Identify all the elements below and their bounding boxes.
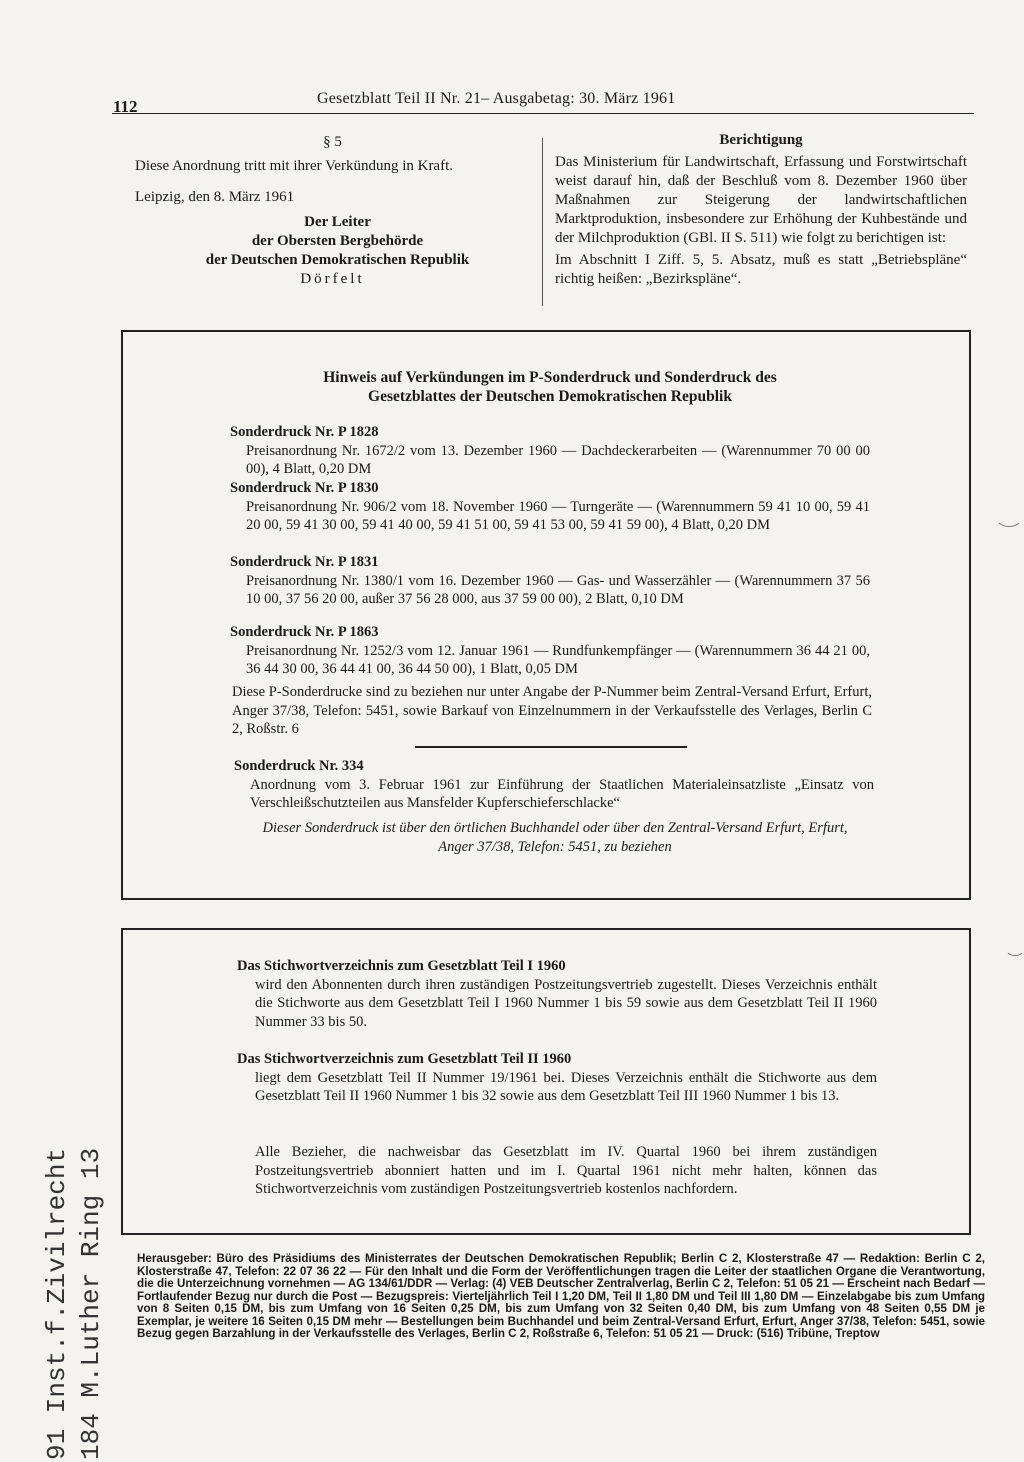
index-heading: Das Stichwortverzeichnis zum Gesetzblatt Teil II 1960 [237, 1051, 572, 1067]
place-date: Leipzig, den 8. März 1961 [135, 189, 295, 205]
announcement-title-line: Hinweis auf Verkündungen im P-Sonderdruck und Sonderdruck des [323, 369, 777, 386]
signature-line: der Obersten Bergbehörde [251, 233, 424, 249]
entry-text: Anordnung vom 3. Februar 1961 zur Einführung der Staatlichen Materialeinsatzliste „Einsatz von Verschleißschutzteilen aus Mansfelder Kupferschieferschlacke“ [250, 776, 874, 811]
entry-text: Preisanordnung Nr. 1252/3 vom 12. Januar 1961 — Rundfunkempfänger — (Warennummern 36 44 21 00, 36 44 30 00, 36 44 41 00, 36 44 50 00), 1 Blatt, 0,05 DM [246, 642, 870, 677]
index-text: wird den Abonnenten durch ihren zuständigen Postzeitungsvertrieb zugestellt. Dieses Verzeichnis enthält die Stichworte aus dem Gesetzblatt Teil I 1960 Nummer 1 bis 59 sowie aus dem Gesetzblatt Teil II 1960 Nummer 33 bis 50. [255, 976, 877, 1030]
header-rule [112, 113, 974, 114]
stamp-line: 91 Inst.f.Zivilrecht [42, 1147, 72, 1460]
entry-heading: Sonderdruck Nr. P 1863 [230, 624, 379, 640]
entry-heading: Sonderdruck Nr. 334 [234, 758, 364, 774]
list-item [230, 623, 870, 679]
announcement-title-line: Gesetzblattes der Deutschen Demokratischen Republik [368, 388, 732, 405]
margin-mark [995, 505, 1023, 527]
italic-note: Dieser Sonderdruck ist über den örtlichen Buchhandel oder über den Zentral-Versand Erfurt, Erfurt, Anger 37/38, Telefon: 5451, zu beziehen [262, 820, 848, 855]
announcement-box [121, 330, 971, 900]
index-section [237, 1143, 877, 1199]
imprint-text: Herausgeber: Büro des Präsidiums des Ministerrates der Deutschen Demokratischen Republik; Berlin C 2, Klosterstraße 47 — Redaktion: Berlin C 2, Klosterstraße 47, Telefon: 22 07 36 22 — Für den Inhalt und die Form der Veröffentlichungen tragen die Leiter der staatlichen Organe die Verantwortung, die die Unterzeichnung vornehmen — AG 134/61/DDR — Verlag: (4) VEB Deutscher Zentralverlag, Berlin C 2, Telefon: 51 05 21 — Erscheint nach Bedarf — Fortlaufender Bezug nur durch die Post — Bezugspreis: Vierteljährlich Teil I 1,20 DM, Teil II 1,80 DM und Teil III 1,80 DM — Einzelabgabe bis zum Umfang von 8 Seiten 0,15 DM, bis zum Umfang von 16 Seiten 0,25 DM, bis zum Umfang von 32 Seiten 0,40 DM, bis zum Umfang von 48 Seiten 0,55 DM je Exemplar, je weitere 16 Seiten 0,15 DM mehr — Bestellungen beim Buchhandel und beim Zentral-Versand Erfurt, Erfurt, Anger 37/38, Telefon: 5451, sowie Bezug gegen Barzahlung in der Verkaufsstelle des Verlages, Berlin C 2, Roßstraße 6, Telefon: 51 05 21 — Druck: (516) Tribüne, Treptow [137, 1252, 985, 1340]
announcement-title [150, 368, 950, 406]
list-item [234, 757, 874, 813]
list-item [230, 553, 870, 609]
signer-name: Dörfelt [300, 271, 365, 287]
right-column [555, 131, 967, 289]
entry-heading: Sonderdruck Nr. P 1828 [230, 424, 379, 440]
section-heading: § 5 [323, 134, 342, 150]
correction-title: Berichtigung [719, 132, 803, 148]
page-number: 112 [113, 97, 138, 116]
correction-text: Das Ministerium für Landwirtschaft, Erfassung und Forstwirtschaft weist darauf hin, daß der Beschluß vom 8. Dezember 1960 über Maßnahmen zur Steigerung der landwirtschaftlichen Marktproduktion, insbesondere zur Erhöhung der Kuhbestände und der Milchproduktion (GBl. II S. 511) wie folgt zu berichtigen ist: [555, 154, 967, 246]
entry-text: Preisanordnung Nr. 1380/1 vom 16. Dezember 1960 — Gas- und Wasserzähler — (Warennummern 37 56 10 00, 37 56 20 00, außer 37 56 28 000, aus 37 59 00 00), 2 Blatt, 0,10 DM [246, 572, 870, 607]
margin-mark [1005, 940, 1024, 956]
list-item [230, 423, 870, 479]
entry-heading: Sonderdruck Nr. P 1830 [230, 480, 379, 496]
library-stamp [2, 1140, 106, 1460]
index-section [237, 957, 877, 1031]
signature-block [135, 213, 530, 270]
index-text: Alle Bezieher, die nachweisbar das Gesetzblatt im IV. Quartal 1960 bei ihrem zuständigen Postzeitungsvertrieb abonniert hatten und im I. Quartal 1961 nicht mehr halten, können das Stichwortverzeichnis vom zuständigen Postzeitungsvertrieb kostenlos nachfordern. [255, 1144, 877, 1197]
entry-text: Preisanordnung Nr. 1672/2 vom 13. Dezember 1960 — Dachdeckerarbeiten — (Warennummer 70 00 00 00), 4 Blatt, 0,20 DM [246, 442, 870, 477]
correction-detail: Im Abschnitt I Ziff. 5, 5. Absatz, muß es statt „Betriebspläne“ richtig heißen: „Bezirkspläne“. [555, 252, 967, 287]
entry-text: Preisanordnung Nr. 906/2 vom 18. November 1960 — Turngeräte — (Warennummern 59 41 10 00, 59 41 20 00, 59 41 30 00, 59 41 40 00, 59 41 51 00, 59 41 53 00, 59 41 59 00), 4 Blatt, 0,20 DM [246, 498, 870, 533]
left-column [135, 133, 530, 289]
index-text: liegt dem Gesetzblatt Teil II Nummer 19/1961 bei. Dieses Verzeichnis enthält die Stichworte aus dem Gesetzblatt Teil II 1960 Nummer 1 bis 32 sowie aus dem Gesetzblatt Teil III 1960 Nummer 1 bis 13. [255, 1069, 877, 1104]
section-rule [415, 746, 687, 748]
section-text: Diese Anordnung tritt mit ihrer Verkündung in Kraft. [135, 158, 454, 174]
order-notice: Diese P-Sonderdrucke sind zu beziehen nur unter Angabe der P-Nummer beim Zentral-Versand Erfurt, Erfurt, Anger 37/38, Telefon: 5451, sowie Barkauf von Einzelnummern in der Verkaufsstelle des Verlages, Berlin C 2, Roßstr. 6 [232, 684, 872, 737]
signature-line: Der Leiter [304, 214, 371, 230]
page-header-title: Gesetzblatt Teil II Nr. 21– Ausgabetag: 30. März 1961 [317, 90, 676, 107]
signature-line: der Deutschen Demokratischen Republik [205, 252, 470, 268]
entry-heading: Sonderdruck Nr. P 1831 [230, 554, 379, 570]
list-item [230, 479, 870, 535]
index-section [237, 1050, 877, 1106]
index-heading: Das Stichwortverzeichnis zum Gesetzblatt Teil I 1960 [237, 958, 566, 974]
stamp-line: 184 M.Luther Ring 13 [76, 1147, 106, 1460]
column-divider [542, 138, 543, 306]
